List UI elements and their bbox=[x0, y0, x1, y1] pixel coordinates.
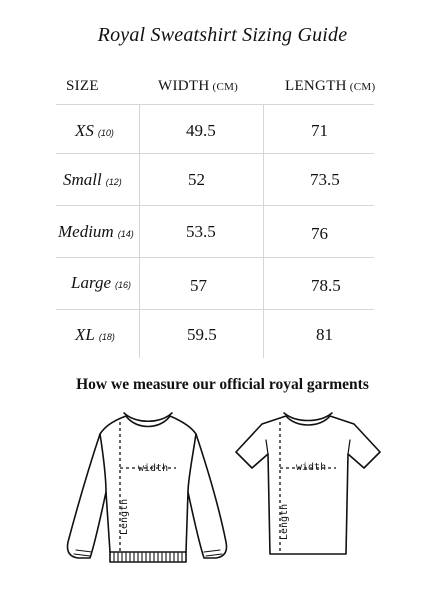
header-length-unit: (CM) bbox=[349, 81, 376, 93]
header-width-unit: (CM) bbox=[212, 81, 239, 93]
sweatshirt-drawing bbox=[67, 413, 226, 562]
width-value: 59.5 bbox=[187, 325, 217, 344]
width-value: 57 bbox=[190, 276, 207, 295]
sweatshirt-length-label: Length bbox=[119, 498, 130, 535]
size-name: XS bbox=[75, 121, 94, 140]
size-cell bbox=[75, 121, 114, 141]
garment-illustrations bbox=[0, 400, 445, 600]
page-title: Royal Sweatshirt Sizing Guide bbox=[97, 24, 348, 46]
size-name: XL bbox=[75, 325, 95, 344]
width-value: 49.5 bbox=[186, 121, 216, 140]
header-length bbox=[285, 78, 375, 95]
size-cell bbox=[58, 222, 134, 242]
tshirt-width-label: width bbox=[296, 462, 327, 473]
measure-heading: How we measure our official royal garments bbox=[76, 376, 369, 393]
header-width-label: WIDTH bbox=[158, 78, 210, 94]
length-value: 71 bbox=[311, 121, 328, 140]
size-cell bbox=[71, 273, 131, 293]
length-value: 78.5 bbox=[311, 276, 341, 295]
size-uk: (10) bbox=[97, 128, 114, 138]
size-name: Large bbox=[71, 273, 111, 292]
size-name: Medium bbox=[58, 222, 114, 241]
sweatshirt-width-label: width bbox=[138, 463, 169, 474]
length-value: 73.5 bbox=[310, 170, 340, 189]
size-uk: (18) bbox=[98, 332, 115, 342]
tshirt-drawing bbox=[236, 413, 380, 554]
width-value: 53.5 bbox=[186, 222, 216, 241]
size-cell bbox=[63, 170, 122, 190]
header-length-label: LENGTH bbox=[285, 78, 347, 94]
tshirt-length-label: Length bbox=[279, 503, 290, 540]
header-size: SIZE bbox=[66, 78, 99, 94]
header-width bbox=[158, 78, 238, 95]
size-uk: (12) bbox=[105, 177, 122, 187]
size-uk: (14) bbox=[117, 229, 134, 239]
length-value: 76 bbox=[311, 224, 328, 243]
length-value: 81 bbox=[316, 325, 333, 344]
size-uk: (16) bbox=[115, 280, 132, 290]
size-name: Small bbox=[63, 170, 102, 189]
size-cell bbox=[75, 325, 115, 345]
width-value: 52 bbox=[188, 170, 205, 189]
